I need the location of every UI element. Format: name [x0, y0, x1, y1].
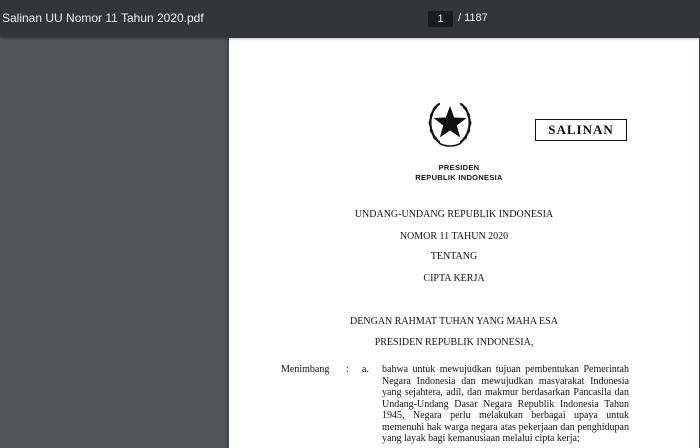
- title-nomor: NOMOR 11 TAHUN 2020: [399, 231, 509, 242]
- pdf-page: [229, 38, 699, 448]
- preamble-presiden: PRESIDEN REPUBLIK INDONESIA,: [374, 337, 534, 348]
- menimbang-item-text: bahwa untuk mewujudkan tujuan pembentukan Pemerintah Negara Indonesia dan mewujudkan masyarakat Indonesia yang sejahtera, adil, dan makmur berdasarkan Pancasila dan Undang-Undang Dasar Negara Republik Indonesia Tahun 1945, Negara perlu melakukan berbagai upaya untuk memenuhi hak warga negara atas pekerjaan dan penghidupan yang layak bagi kemanusiaan melalui cipta kerja;: [382, 364, 629, 444]
- pdf-toolbar: [0, 0, 700, 37]
- header-presiden: PRESIDEN: [438, 163, 480, 172]
- menimbang-label: Menimbang: [281, 364, 330, 375]
- document-title: Salinan UU Nomor 11 Tahun 2020.pdf: [2, 11, 204, 25]
- preamble-rahmat: DENGAN RAHMAT TUHAN YANG MAHA ESA: [350, 316, 558, 327]
- page-number-input[interactable]: [428, 11, 453, 27]
- salinan-stamp: SALINAN: [535, 119, 627, 141]
- title-undang-undang: UNDANG-UNDANG REPUBLIK INDONESIA: [354, 209, 554, 220]
- header-republik-indonesia: REPUBLIK INDONESIA: [415, 173, 503, 182]
- pdf-viewer[interactable]: [0, 37, 700, 448]
- title-cipta-kerja: CIPTA KERJA: [423, 273, 485, 284]
- menimbang-colon: :: [346, 364, 349, 375]
- garuda-star-emblem-icon: [425, 96, 475, 150]
- menimbang-item-marker: a.: [362, 364, 369, 375]
- page-total-count: / 1187: [458, 12, 488, 24]
- title-tentang: TENTANG: [430, 251, 478, 262]
